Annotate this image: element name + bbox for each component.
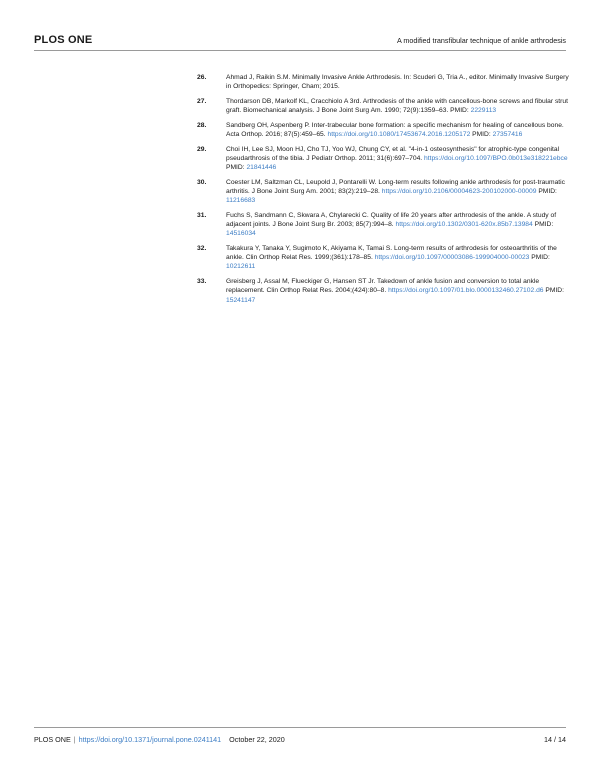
pmid-link[interactable]: 15241147 bbox=[226, 296, 256, 304]
pmid-link[interactable]: 21841446 bbox=[246, 164, 277, 172]
doi-link[interactable]: https://doi.org/10.1097/BPO.0b013e318221ebce bbox=[424, 154, 568, 162]
reference-number: 32. bbox=[197, 245, 207, 253]
reference-item bbox=[197, 145, 569, 173]
reference-number: 30. bbox=[197, 178, 207, 186]
reference-text: Sandberg OH, Aspenberg P. Inter-trabecular bone formation: a specific mechanism for healing of cancellous bone. Acta Orthop. 2016; 87(5):459–65. bbox=[226, 121, 564, 139]
doi-link[interactable]: https://doi.org/10.1080/17453674.2016.1205172 bbox=[327, 131, 471, 139]
reference-list bbox=[197, 73, 569, 310]
pmid-label: PMID: bbox=[529, 254, 550, 262]
reference-text: Ahmad J, Raikin S.M. Minimally Invasive Ankle Arthrodesis. In: Scuderi G, Tria A., editor. Minimally Invasive Surgery in Orthopedics: Springer, Cham; 2015. bbox=[226, 74, 569, 91]
reference-number: 28. bbox=[197, 121, 207, 129]
reference-text: Greisberg J, Assal M, Flueckiger G, Hansen ST Jr. Takedown of ankle fusion and conversion to total ankle replacement. Clin Orthop Relat Res. 2004;(424):80–8. bbox=[226, 278, 540, 295]
reference-number: 33. bbox=[197, 278, 207, 286]
pmid-label: PMID: bbox=[470, 131, 493, 139]
reference-number: 29. bbox=[197, 145, 207, 153]
reference-number: 27. bbox=[197, 97, 207, 105]
footer-journal-name: PLOS ONE bbox=[34, 735, 71, 744]
page-header bbox=[34, 32, 566, 51]
reference-text: Choi IH, Lee SJ, Moon HJ, Cho TJ, Yoo WJ, Chung CY, et al. "4-in-1 osteosynthesis" for atrophic-type congenital pseudarthrosis of the tibia. J Pediatr Orthop. 2011; 31(6):697–704. bbox=[226, 145, 560, 162]
page-number: 14 / 14 bbox=[544, 735, 566, 744]
reference-item bbox=[197, 97, 569, 115]
doi-link[interactable]: https://doi.org/10.1097/01.blo.0000132460.27102.d6 bbox=[388, 287, 544, 295]
footer-date: October 22, 2020 bbox=[229, 735, 285, 744]
reference-item bbox=[197, 244, 569, 272]
pmid-link[interactable]: 14516034 bbox=[226, 230, 256, 238]
reference-text: Fuchs S, Sandmann C, Skwara A, Chylarecki C. Quality of life 20 years after arthrodesis of the ankle. A study of adjacent joints. J Bone Joint Surg Br. 2003; 85(7):994–8. bbox=[226, 211, 557, 229]
pmid-link[interactable]: 2229113 bbox=[470, 107, 497, 115]
reference-text: Coester LM, Saltzman CL, Leupold J, Pontarelli W. Long-term results following ankle arthrodesis for post-traumatic arthritis. J Bone Joint Surg Am. 2001; 83(2):219–28. bbox=[226, 178, 565, 196]
pmid-label: PMID: bbox=[532, 221, 554, 229]
footer-citation bbox=[34, 735, 285, 744]
pmid-link[interactable]: 27357416 bbox=[492, 131, 523, 139]
pmid-label: PMID: bbox=[226, 164, 247, 172]
reference-item bbox=[197, 178, 569, 206]
reference-item bbox=[197, 211, 569, 239]
pmid-label: PMID: bbox=[536, 188, 557, 196]
pmid-link[interactable]: 11216683 bbox=[226, 197, 256, 205]
reference-number: 31. bbox=[197, 211, 207, 219]
pmid-link[interactable]: 10212611 bbox=[226, 263, 256, 271]
reference-item bbox=[197, 121, 569, 139]
page-footer bbox=[34, 727, 566, 750]
doi-link[interactable]: https://doi.org/10.1097/00003086-199904000-00023 bbox=[374, 254, 530, 262]
doi-link[interactable]: https://doi.org/10.2106/00004623-200102000-00009 bbox=[381, 188, 537, 196]
footer-separator: | bbox=[73, 735, 76, 744]
running-title: A modified transfibular technique of ankle arthrodesis bbox=[396, 36, 566, 45]
reference-number: 26. bbox=[197, 74, 207, 81]
reference-text: Takakura Y, Tanaka Y, Sugimoto K, Akiyama K, Tamai S. Long-term results of arthrodesis for osteoarthritis of the ankle. Clin Orthop Relat Res. 1999;(361):178–85. bbox=[226, 245, 557, 262]
reference-item bbox=[197, 73, 569, 91]
reference-item bbox=[197, 277, 569, 305]
pmid-label: PMID: bbox=[543, 287, 564, 295]
reference-text: Thordarson DB, Markolf KL, Cracchiolo A 3rd. Arthrodesis of the ankle with cancellous-bone screws and fibular strut graft. Biomechanical analysis. J Bone Joint Surg Am. 1990; 72(9):1359–63. PMID: bbox=[226, 97, 568, 115]
journal-name: PLOS ONE bbox=[34, 34, 93, 46]
doi-link[interactable]: https://doi.org/10.1302/0301-620x.85b7.13984 bbox=[395, 221, 533, 229]
footer-doi-link[interactable]: https://doi.org/10.1371/journal.pone.0241141 bbox=[78, 735, 222, 744]
